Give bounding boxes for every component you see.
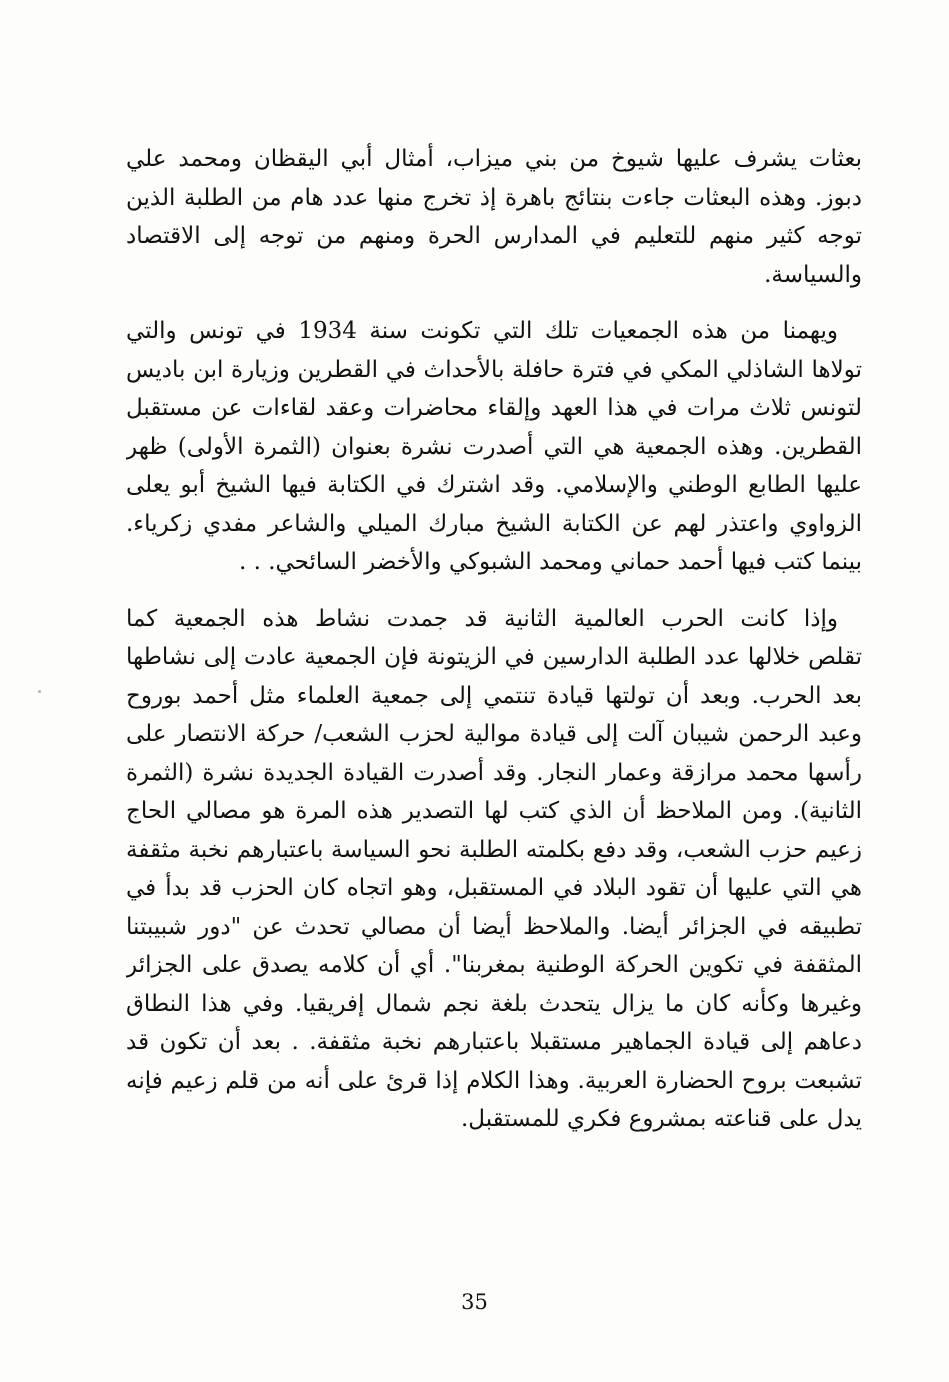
- text-line: بعد الحرب. وبعد أن تولتها قيادة تنتمي إلى جمعية العلماء مثل أحمد بوروح: [126, 682, 862, 709]
- text-line: الثانية). ومن الملاحظ أن الذي كتب لها التصدير هذه المرة هو مصالي الحاج: [126, 798, 862, 824]
- text-line: عليها الطابع الوطني والإسلامي. وقد اشترك في الكتابة فيها الشيخ أبو يعلى: [126, 472, 862, 498]
- text-line: القطرين. وهذه الجمعية هي التي أصدرت نشرة بعنوان (الثمرة الأولى) ظهر: [126, 433, 862, 460]
- text-line: تقلص خلالها عدد الطلبة الدارسين في الزيتونة فإن الجمعية عادت إلى نشاطها: [126, 644, 862, 670]
- paragraph-1: [126, 140, 862, 294]
- text-line: وإذا كانت الحرب العالمية الثانية قد جمدت نشاط هذه الجمعية كما: [126, 605, 838, 632]
- text-line: تولاها الشاذلي المكي في فترة حافلة بالأحداث في القطرين وزيارة ابن باديس: [126, 356, 862, 383]
- text-line: دبوز. وهذه البعثات جاءت بنتائج باهرة إذ تخرج منها عدد هام من الطلبة الذين: [126, 184, 862, 211]
- text-line: المثقفة في تكوين الحركة الوطنية بمغربنا". أي أن كلامه يصدق على الجزائر: [126, 952, 862, 978]
- text-line: بينما كتب فيها أحمد حماني ومحمد الشبوكي والأخضر السائحي. . .: [238, 549, 862, 575]
- text-line: رأسها محمد مرازقة وعمار النجار. وقد أصدرت القيادة الجديدة نشرة (الثمرة: [126, 759, 862, 786]
- text-line: وعبد الرحمن شيبان آلت إلى قيادة موالية لحزب الشعب/ حركة الانتصار على: [126, 721, 862, 747]
- text-line: دعاهم إلى قيادة الجماهير مستقبلا باعتبارهم نخبة مثقفة. . بعد أن تكون قد: [126, 1029, 862, 1055]
- text-line: هي التي عليها أن تقود البلاد في المستقبل، وهو اتجاه كان الحزب قد بدأ في: [126, 875, 862, 901]
- text-line: تشبعت بروح الحضارة العربية. وهذا الكلام إذا قرئ على أنه من قلم زعيم فإنه: [126, 1067, 862, 1094]
- text-line: يدل على قناعته بمشروع فكري للمستقبل.: [461, 1106, 862, 1132]
- paragraph-spacer: [126, 582, 862, 600]
- text-line: توجه كثير منهم للتعليم في المدارس الحرة ومنهم من توجه إلى الاقتصاد: [126, 223, 862, 249]
- scan-speck: [38, 690, 41, 693]
- paragraph-2: [126, 312, 862, 582]
- text-line: بعثات يشرف عليها شيوخ من بني ميزاب، أمثال أبي اليقظان ومحمد علي: [126, 146, 862, 172]
- page-number: 35: [461, 1290, 488, 1314]
- body-text: [126, 140, 862, 1139]
- paragraph-3: [126, 600, 862, 1139]
- text-line: وغيرها وكأنه كان ما يزال يتحدث بلغة نجم شمال إفريقيا. وفي هذا النطاق: [126, 990, 862, 1017]
- text-line: ويهمنا من هذه الجمعيات تلك التي تكونت سنة 1934 في تونس والتي: [126, 318, 838, 344]
- text-line: زعيم حزب الشعب، وقد دفع بكلمته الطلبة نحو السياسة باعتبارهم نخبة مثقفة: [126, 836, 862, 863]
- text-line: والسياسة.: [764, 261, 862, 288]
- text-line: تطبيقه في الجزائر أيضا. والملاحظ أيضا أن مصالي تحدث عن "دور شبيبتنا: [126, 913, 862, 940]
- text-line: لتونس ثلاث مرات في هذا العهد وإلقاء محاضرات وعقد لقاءات عن مستقبل: [126, 395, 862, 421]
- text-line: الزواوي واعتذر لهم عن الكتابة الشيخ مبارك الميلي والشاعر مفدي زكرياء.: [126, 510, 862, 537]
- paragraph-spacer: [126, 294, 862, 312]
